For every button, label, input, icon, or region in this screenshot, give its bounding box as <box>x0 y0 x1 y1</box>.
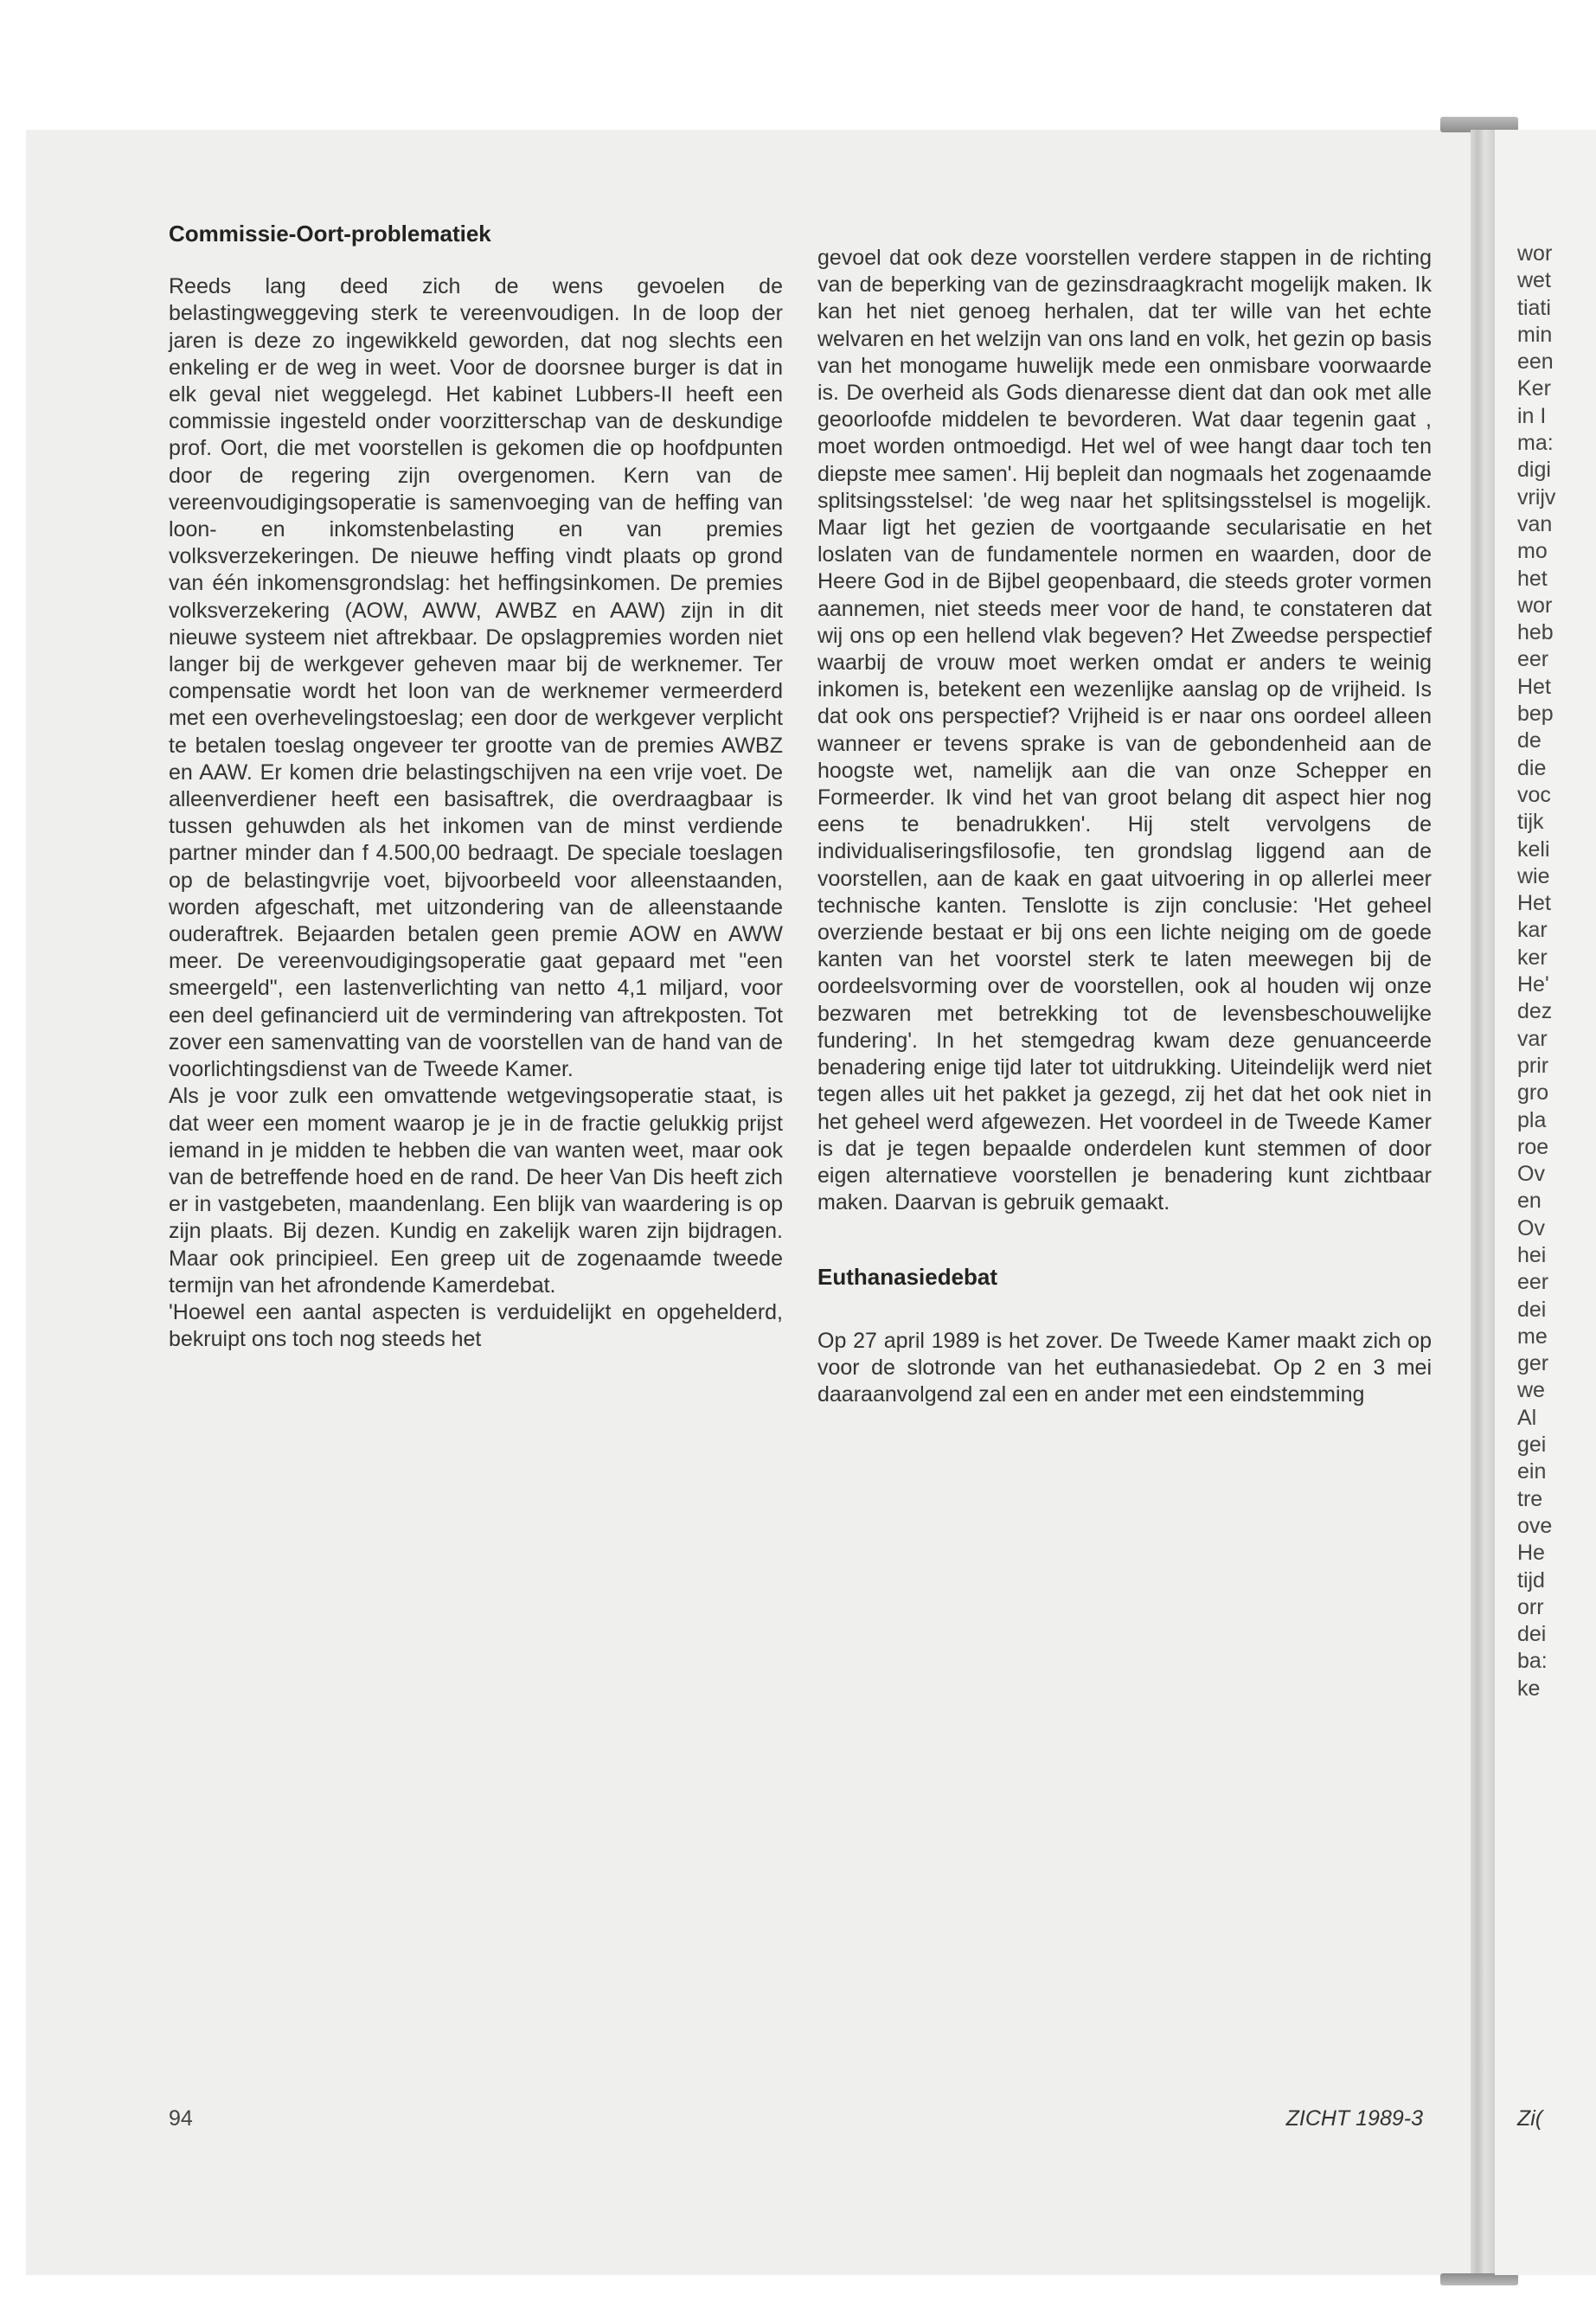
next-page-line: Het <box>1517 674 1551 699</box>
next-page-line: gro <box>1517 1080 1549 1106</box>
next-page-line: vrijv <box>1517 484 1556 510</box>
next-page-line: mo <box>1517 539 1548 564</box>
next-page-footer: Zi( <box>1517 2106 1543 2131</box>
next-page-line: gei <box>1517 1433 1547 1458</box>
next-page-line: tijd <box>1517 1567 1545 1593</box>
next-page-line: He <box>1517 1541 1545 1566</box>
journal-footer: ZICHT 1989-3 <box>1285 2106 1423 2131</box>
next-page-line: we <box>1517 1378 1545 1403</box>
next-page-line: bep <box>1517 702 1554 727</box>
body-paragraph: Reeds lang deed zich de wens gevoelen de belastingweggeving sterk te vereenvoudigen. In de loop der jaren is deze zo ingewikkeld geworden, dat nog slechts een enkeling er de weg in weet. Voor de doorsnee burger is dat in elk geval niet weggelegd. Het kabinet Lubbers-II heeft een commissie ingesteld onder voorzitterschap van de deskundige prof. Oort, die met voorstellen is gekomen die op hoofdpunten door de regering zijn overgenomen. Kern van de vereenvoudigingsoperatie is samenvoeging van de heffing van loon- en inkomstenbelasting en van premies volksverzekeringen. De nieuwe heffing vindt plaats op grond van één inkomensgrondslag: het heffingsinkomen. De premies volksverzekering (AOW, AWW, AWBZ en AAW) zijn in dit nieuwe systeem niet aftrekbaar. De opslagpremies worden niet langer bij de werkgever geheven maar bij de werknemer. Ter compensatie wordt het loon van de werknemer vermeerderd met een overhevelingstoeslag; een door de werkgever verplicht te betalen toeslag ongeveer ter grootte van de premies AWBZ en AAW. Er komen drie belastingschijven na een vrije voet. De alleenverdiener heeft een basisaftrek, die overdraagbaar is tussen gehuwden als het inkomen van de minst verdiende partner minder dan f 4.500,00 bedraagt. De speciale toeslagen op de belastingvrije voet, bijvoorbeeld voor alleenstaanden, worden afgeschaft, met uitzondering van de alleenstaande ouderaftrek. Bejaarden betalen geen premie AOW en AWW meer. De vereenvoudigingsoperatie gaat gepaard met "een smeergeld", een lastenverlichting van netto 4,1 miljard, voor een deel gefinancierd uit de vermindering van aftrekposten. Tot zover een samenvatting van de voorstellen van de hand van de voorlichtingsdienst van de Tweede Kamer. <box>169 274 783 1082</box>
next-page-line: tiati <box>1517 295 1551 320</box>
page-number: 94 <box>169 2106 193 2131</box>
next-page-line: wet <box>1517 268 1551 293</box>
next-page-line: wor <box>1517 241 1553 266</box>
next-page-line: orr <box>1517 1594 1544 1619</box>
next-page-line: van <box>1517 511 1553 536</box>
next-page-line: ger <box>1517 1351 1549 1376</box>
next-page-line: tre <box>1517 1486 1543 1511</box>
next-page-line: ba: <box>1517 1649 1548 1674</box>
next-page-line: die <box>1517 755 1547 780</box>
next-page-line: wor <box>1517 593 1553 618</box>
next-page-line: dei <box>1517 1622 1547 1647</box>
body-paragraph: 'Hoewel een aantal aspecten is verduidelijkt en opgehelderd, bekruipt ons toch nog steeds het <box>169 1299 783 1352</box>
next-page-line: tijk <box>1517 810 1544 835</box>
next-page-line: Het <box>1517 891 1551 916</box>
section-heading-commissie-oort: Commissie-Oort-problematiek <box>169 221 491 247</box>
next-page-line: Ker <box>1517 376 1551 401</box>
next-page-line: hei <box>1517 1242 1547 1267</box>
next-page-line: wie <box>1517 863 1550 888</box>
next-page-line: heb <box>1517 620 1554 645</box>
next-page-edge <box>1495 130 1596 2275</box>
next-page-line: ma: <box>1517 431 1554 456</box>
next-page-line: kar <box>1517 918 1548 943</box>
next-page-line: Ov <box>1517 1162 1545 1187</box>
next-page-line: ove <box>1517 1513 1553 1538</box>
next-page-line: ke <box>1517 1676 1541 1701</box>
next-page-line: prir <box>1517 1053 1549 1078</box>
next-page-line: een <box>1517 349 1554 375</box>
next-page-line: me <box>1517 1324 1548 1349</box>
next-page-line: roe <box>1517 1134 1549 1159</box>
next-page-line: dei <box>1517 1297 1547 1322</box>
next-page-line: eer <box>1517 1270 1549 1295</box>
next-page-line: eer <box>1517 647 1549 672</box>
book-gutter <box>1471 130 1495 2275</box>
next-page-line: en <box>1517 1189 1542 1214</box>
spine-clip-bottom <box>1440 2273 1518 2285</box>
left-column <box>169 221 783 1353</box>
next-page-line: Al <box>1517 1405 1537 1430</box>
next-page-line: var <box>1517 1026 1548 1051</box>
next-page-line: in I <box>1517 403 1547 428</box>
next-page-line: voc <box>1517 782 1551 807</box>
body-paragraph: Op 27 april 1989 is het zover. De Tweede Kamer maakt zich op voor de slotronde van het euthanasiedebat. Op 2 en 3 mei daaraanvolgend zal een en ander met een eindstemming <box>817 1328 1432 1407</box>
section-heading-euthanasiedebat: Euthanasiedebat <box>817 1264 998 1291</box>
next-page-line: ker <box>1517 945 1548 970</box>
next-page-line: het <box>1517 566 1548 591</box>
next-page-line: min <box>1517 322 1553 347</box>
next-page-line: He' <box>1517 972 1549 997</box>
next-page-line: Ov <box>1517 1215 1545 1240</box>
next-page-line: de <box>1517 728 1542 753</box>
body-paragraph: Als je voor zulk een omvattende wetgevingsoperatie staat, is dat weer een moment waarop je je in de fractie gelukkig prijst iemand in je midden te hebben die van wanten weet, maar ook van de betreffende hoed en de rand. De heer Van Dis heeft zich er in vastgebeten, maandenlang. Een blijk van waardering is op zijn plaats. Bij dezen. Kundig en zakelijk waren zijn bijdragen. Maar ook principieel. Een greep uit de zogenaamde tweede termijn van het afrondende Kamerdebat. <box>169 1084 783 1298</box>
right-column <box>817 245 1432 1408</box>
next-page-text <box>1517 240 1595 1702</box>
next-page-line: dez <box>1517 999 1553 1024</box>
next-page-line: digi <box>1517 458 1551 483</box>
next-page-line: keli <box>1517 836 1550 862</box>
body-paragraph: gevoel dat ook deze voorstellen verdere stappen in de richting van de beperking van de gezinsdraagkracht mogelijk maken. Ik kan het niet genoeg herhalen, dat ter wille van het echte welvaren en het welzijn van ons land en volk, het gezin op basis van het monogame huwelijk mede een onmisbare voorwaarde is. De overheid als Gods dienaresse dient dat dan ook met alle geoorloofde middelen te bevorderen. Wat daar tegenin gaat , moet worden ontmoedigd. Het wel of wee hangt daar toch ten diepste mee samen'. Hij bepleit dan nogmaals het zogenaamde splitsingsstelsel: 'de weg naar het splitsingsstelsel is mogelijk. Maar ligt het gezien de voortgaande secularisatie en het loslaten van de fundamentele normen en waarden, door de Heere God in de Bijbel geopenbaard, die steeds groter vormen aannemen, niet steeds meer voor de hand, te constateren dat wij ons op een hellend vlak begeven? Het Zweedse perspectief waarbij de vrouw moet werken omdat er anders te weinig inkomen is, betekent een wezenlijke aanslag op de vrijheid. Is dat ook ons perspectief? Vrijheid is er naar ons oordeel alleen wanneer er tevens sprake is van de gebondenheid aan de hoogste wet, namelijk aan die van onze Schepper en Formeerder. Ik vind het van groot belang dit aspect hier nog eens te benadrukken'. Hij stelt vervolgens de individualiseringsfilosofie, ten grondslag liggend aan de voorstellen, aan de kaak en gaat uitvoering in op allerlei meer technische kanten. Tenslotte is zijn conclusie: 'Het geheel overziende bestaat er bij ons een lichte neiging om de goede kanten van het voorstel sterk te laten meewegen bij de oordeelsvorming over de voorstellen, ook al houden wij onze bezwaren met betrekking tot de levensbeschouwelijke fundering'. In het stemgedrag kwam deze genuanceerde benadering enige tijd later tot uitdrukking. Uiteindelijk werd niet tegen alles uit het pakket ja gezegd, zij het dat het ook niet in het geheel werd afgewezen. Het voordeel in de Tweede Kamer is dat je tegen bepaalde onderdelen kunt stemmen of door eigen alternatieve voorstellen je benadering kunt zichtbaar maken. Daarvan is gebruik gemaakt. <box>817 246 1432 1215</box>
next-page-line: pla <box>1517 1107 1547 1132</box>
next-page-line: ein <box>1517 1459 1547 1484</box>
